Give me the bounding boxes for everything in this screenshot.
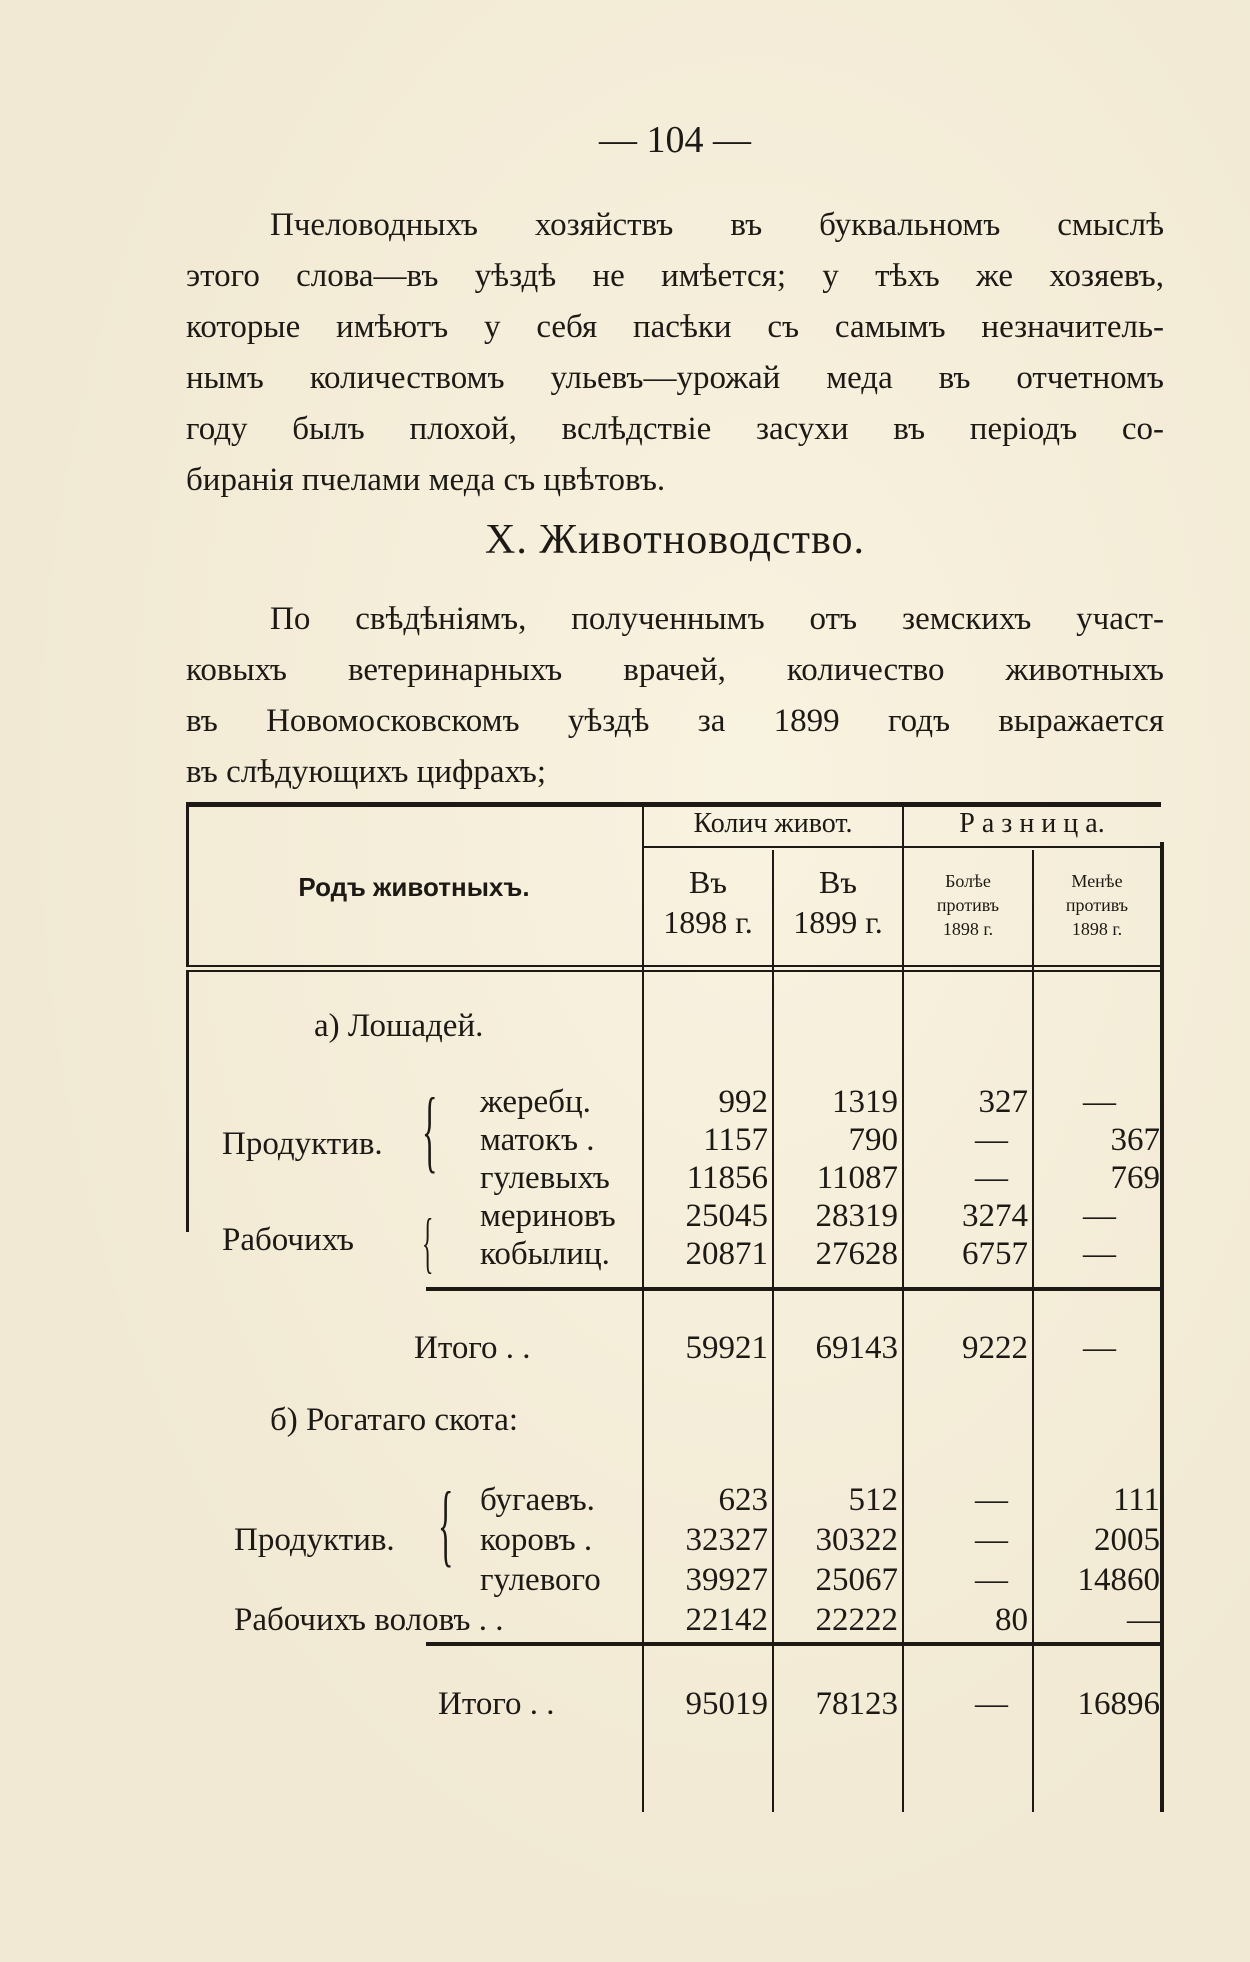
group-working-horses: Рабочихъ bbox=[222, 1222, 354, 1258]
section-horses: а) Лошадей. bbox=[314, 1008, 484, 1044]
horses-row-name: матокъ . bbox=[480, 1122, 595, 1158]
group-productive-cattle: Продуктив. bbox=[234, 1522, 395, 1558]
brace-icon: { bbox=[422, 1204, 434, 1280]
col-sep-1 bbox=[642, 807, 644, 1812]
horses-row-1898: 25045 bbox=[685, 1198, 768, 1234]
oxen-less: — bbox=[1127, 1602, 1160, 1638]
cattle-row-more: — bbox=[975, 1562, 1008, 1598]
horses-row-1898: 1157 bbox=[703, 1122, 768, 1158]
col-header-1898-a: Въ bbox=[689, 864, 727, 900]
cattle-row-less: 14860 bbox=[1077, 1562, 1160, 1598]
horses-row-less: — bbox=[1083, 1198, 1116, 1234]
total-horses-label: Итого . . bbox=[414, 1330, 531, 1366]
horses-row-name: гулевыхъ bbox=[480, 1160, 610, 1196]
cattle-row-1899: 512 bbox=[848, 1482, 898, 1518]
horses-row-less: 367 bbox=[1110, 1122, 1160, 1158]
text-line: По свѣдѣніямъ, полученнымъ отъ земскихъ участ- bbox=[270, 601, 1164, 637]
section-title: X. Животноводство. bbox=[484, 517, 865, 563]
cattle-row-name: бугаевъ. bbox=[480, 1482, 595, 1518]
horses-row-less: — bbox=[1083, 1236, 1116, 1272]
horses-row-1898: 11856 bbox=[686, 1160, 768, 1196]
livestock-table bbox=[186, 802, 1166, 1772]
horses-row-more: 3274 bbox=[962, 1198, 1028, 1234]
brace-icon: { bbox=[422, 1079, 438, 1181]
horses-row-1899: 27628 bbox=[815, 1236, 898, 1272]
section-cattle: б) Рогатаго скота: bbox=[270, 1402, 519, 1438]
header-rule bbox=[186, 965, 1161, 967]
horses-row-1899: 28319 bbox=[815, 1198, 898, 1234]
cattle-row-1899: 30322 bbox=[815, 1522, 898, 1558]
total-cattle-1898: 95019 bbox=[685, 1686, 768, 1722]
table-left-rule-lower bbox=[186, 972, 189, 1232]
total-cattle-less: 16896 bbox=[1077, 1686, 1160, 1722]
text-line: году былъ плохой, вслѣдствіе засухи въ періодъ со- bbox=[186, 411, 1164, 447]
oxen-1899: 22222 bbox=[815, 1602, 898, 1638]
col-header-1898-b: 1898 г. bbox=[663, 904, 753, 940]
oxen-more: 80 bbox=[995, 1602, 1028, 1638]
paragraph-livestock-intro bbox=[186, 594, 1164, 798]
horses-row-1898: 20871 bbox=[685, 1236, 768, 1272]
horses-row-more: 327 bbox=[978, 1084, 1028, 1120]
text-line: ковыхъ ветеринарныхъ врачей, количество животныхъ bbox=[186, 652, 1164, 688]
col-header-1899-b: 1899 г. bbox=[793, 904, 883, 940]
subtotal-rule bbox=[426, 1287, 1161, 1291]
horses-row-1899: 11087 bbox=[816, 1160, 898, 1196]
cattle-row-name: гулевого bbox=[480, 1562, 601, 1598]
cattle-row-1898: 623 bbox=[718, 1482, 768, 1518]
col-header-more-c: 1898 г. bbox=[942, 919, 994, 939]
horses-row-1898: 992 bbox=[718, 1084, 768, 1120]
horses-row-less: 769 bbox=[1110, 1160, 1160, 1196]
col-header-more-b: противъ bbox=[936, 895, 1000, 915]
col-header-less-a: Менѣе bbox=[1071, 871, 1123, 891]
cattle-row-more: — bbox=[975, 1522, 1008, 1558]
cattle-row-more: — bbox=[975, 1482, 1008, 1518]
total-horses-more: 9222 bbox=[962, 1330, 1028, 1366]
horses-row-name: жеребц. bbox=[480, 1084, 591, 1120]
cattle-row-name: коровъ . bbox=[480, 1522, 593, 1558]
col-header-1899-a: Въ bbox=[819, 864, 857, 900]
cattle-row-1899: 25067 bbox=[815, 1562, 898, 1598]
text-line: Пчеловодныхъ хозяйствъ въ буквальномъ смыслѣ bbox=[270, 207, 1164, 243]
horses-row-1899: 1319 bbox=[832, 1084, 898, 1120]
total-cattle-more: — bbox=[975, 1686, 1008, 1722]
cattle-row-1898: 32327 bbox=[685, 1522, 768, 1558]
text-line: нымъ количествомъ ульевъ—урожай меда въ отчетномъ bbox=[186, 360, 1164, 396]
text-line: въ слѣдующихъ цифрахъ; bbox=[186, 754, 547, 790]
horses-row-more: 6757 bbox=[962, 1236, 1028, 1272]
cattle-row-less: 2005 bbox=[1094, 1522, 1160, 1558]
group-header-difference: Р а з н и ц а. bbox=[959, 808, 1105, 839]
horses-row-less: — bbox=[1083, 1084, 1116, 1120]
col-header-more-a: Болѣе bbox=[945, 871, 991, 891]
total-cattle-1899: 78123 bbox=[815, 1686, 898, 1722]
text-line: этого слова—въ уѣздѣ не имѣется; у тѣхъ же хозяевъ, bbox=[186, 258, 1164, 294]
horses-row-name: кобылиц. bbox=[480, 1236, 610, 1272]
oxen-1898: 22142 bbox=[685, 1602, 768, 1638]
horses-row-1899: 790 bbox=[848, 1122, 898, 1158]
group-productive-horses: Продуктив. bbox=[222, 1126, 383, 1162]
total-horses-1898: 59921 bbox=[685, 1330, 768, 1366]
group-header-rule bbox=[644, 846, 1160, 848]
col-header-less-b: противъ bbox=[1065, 895, 1129, 915]
total-cattle-label: Итого . . bbox=[438, 1686, 555, 1722]
horses-row-more: — bbox=[975, 1160, 1008, 1196]
col-sep-3 bbox=[902, 807, 904, 1812]
col-header-animal-type: Родъ животныхъ. bbox=[298, 872, 530, 902]
text-line: въ Новомосковскомъ уѣздѣ за 1899 годъ выражается bbox=[186, 703, 1164, 739]
horses-row-name: мериновъ bbox=[480, 1198, 616, 1234]
brace-icon: { bbox=[438, 1473, 454, 1575]
table-right-rule bbox=[1160, 842, 1164, 1812]
working-oxen-label: Рабочихъ воловъ . . bbox=[234, 1602, 504, 1638]
horses-row-more: — bbox=[975, 1122, 1008, 1158]
text-line: которые имѣютъ у себя пасѣки съ самымъ незначитель- bbox=[186, 309, 1164, 345]
paragraph-beekeeping bbox=[186, 200, 1164, 506]
group-header-count: Колич живот. bbox=[693, 808, 853, 839]
total-horses-less: — bbox=[1083, 1330, 1116, 1366]
col-header-less-c: 1898 г. bbox=[1071, 919, 1123, 939]
subtotal-rule bbox=[426, 1642, 1161, 1646]
total-horses-1899: 69143 bbox=[815, 1330, 898, 1366]
cattle-row-1898: 39927 bbox=[685, 1562, 768, 1598]
cattle-row-less: 111 bbox=[1112, 1482, 1160, 1518]
header-rule-2 bbox=[186, 970, 1161, 972]
page-number: — 104 — bbox=[599, 119, 751, 161]
text-line: биранія пчелами меда съ цвѣтовъ. bbox=[186, 462, 666, 498]
